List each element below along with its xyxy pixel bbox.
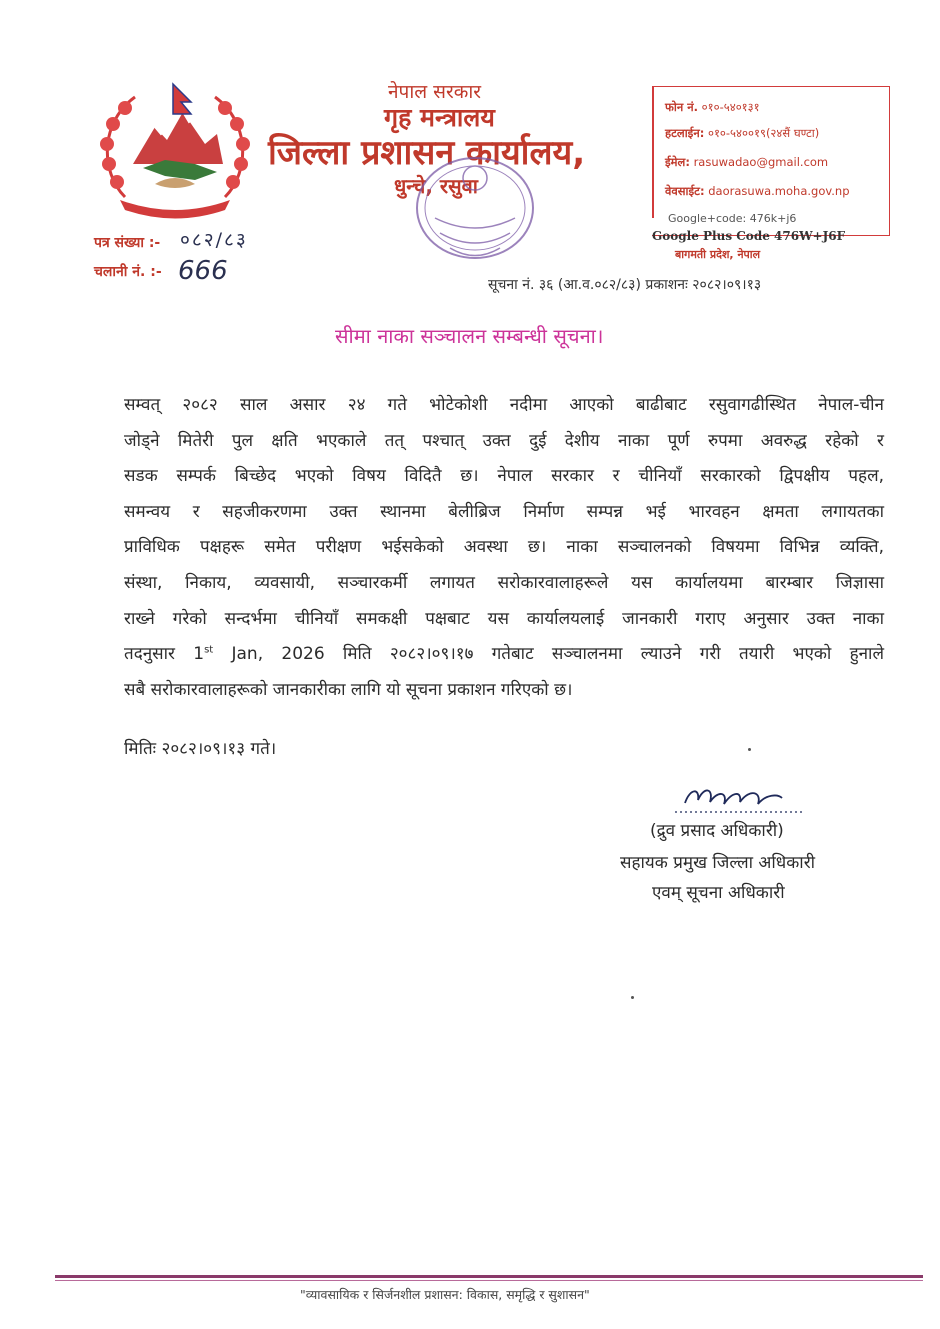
letter-number-value: ०८२/८३ (180, 229, 248, 251)
website-label: वेवसाईट: (665, 184, 705, 198)
scan-speck (748, 748, 751, 751)
province-name: बागमती प्रदेश, नेपाल (675, 248, 761, 261)
contact-box-border (652, 86, 654, 218)
body-line-part: तदनुसार 1 (124, 644, 205, 665)
government-name: नेपाल सरकार (388, 81, 482, 103)
body-line-part: Jan, 2026 मिति २०८२।०९।१७ गतेबाट सञ्चालनमा ल्याउने गरी तयारी भएको हुनाले (213, 644, 884, 665)
footer-rule-thin (55, 1280, 923, 1281)
hotline-label: हटलाईन: (665, 126, 705, 140)
office-location: धुन्चे, रसुवा (394, 174, 478, 198)
email-label: ईमेल: (665, 155, 690, 169)
letter-number-label: पत्र संख्या :- (94, 235, 161, 251)
body-line: प्राविधिक पक्षहरू समेत परीक्षण भईसकेको अवस्था छ। नाका सञ्चालनको विषयमा विभिन्न व्यक्ति, (124, 537, 884, 558)
nepal-emblem-icon (95, 72, 255, 222)
office-name: जिल्ला प्रशासन कार्यालय, (268, 133, 586, 173)
body-line: सम्वत् २०८२ साल असार २४ गते भोटेकोशी नदीमा आएको बाढीबाट रसुवागढीस्थित नेपाल-चीन (124, 395, 884, 415)
signatory-name: (द्रुव प्रसाद अधिकारी) (650, 821, 784, 841)
dispatch-number-value: 666 (178, 256, 228, 286)
body-line: संस्था, निकाय, व्यवसायी, सञ्चारकर्मी लगायत सरोकारवालाहरूले यस कार्यालयमा बारम्बार जिज्ञासा (124, 572, 884, 593)
signatory-title: सहायक प्रमुख जिल्ला अधिकारी (620, 853, 816, 873)
ministry-name: गृह मन्त्रालय (384, 103, 495, 132)
phone-label: फोन नं. (665, 100, 698, 114)
signature-icon (670, 778, 810, 818)
body-line (124, 637, 884, 673)
email-value[interactable]: rasuwadao@gmail.com (693, 155, 829, 169)
contact-website (665, 184, 850, 199)
notice-number: सूचना नं. ३६ (आ.व.०८२/८३) प्रकाशनः २०८२।०९।१३ (488, 277, 762, 293)
contact-email (665, 155, 828, 170)
scan-speck (631, 996, 634, 999)
dispatch-number-label: चलानी नं. :- (94, 264, 162, 280)
hotline-value: ०१०-५४००१९(२४सैं घण्टा) (707, 126, 820, 140)
body-line: सडक सम्पर्क बिच्छेद भएको विषय विदितै छ। नेपाल सरकार र चीनियाँ सरकारको द्विपक्षीय पहल, (124, 466, 884, 487)
website-value[interactable]: daorasuwa.moha.gov.np (708, 184, 850, 198)
google-code: Google+code: 476k+j6 (668, 212, 797, 225)
contact-phone (665, 100, 760, 115)
google-plus-code: Google Plus Code 476W+J6F (652, 229, 846, 243)
notice-body (124, 388, 884, 708)
body-line: राख्ने गरेको सन्दर्भमा चीनियाँ समकक्षी पक्षबाट यस कार्यालयलाई जानकारी गराए अनुसार उक्त नाका (124, 608, 884, 629)
signatory-subtitle: एवम् सूचना अधिकारी (652, 883, 785, 903)
footer-motto: "व्यावसायिक र सिर्जनशील प्रशासन: विकास, समृद्धि र सुशासन" (300, 1287, 590, 1302)
office-stamp-icon (405, 148, 545, 278)
notice-subject: सीमा नाका सञ्चालन सम्बन्धी सूचना। (335, 324, 604, 348)
body-line: समन्वय र सहजीकरणमा उक्त स्थानमा बेलीब्रिज निर्माण सम्पन्न भई भारवहन क्षमता लगायतका (124, 501, 884, 522)
contact-hotline (665, 126, 819, 141)
notice-date: मितिः २०८२।०९।१३ गते। (124, 739, 277, 759)
body-line: जोड्ने मितेरी पुल क्षति भएकाले तत् पश्चात् उक्त दुई देशीय नाका पूर्ण रुपमा अवरुद्ध रहेको र (124, 430, 884, 451)
body-line: सबै सरोकारवालाहरूको जानकारीका लागि यो सूचना प्रकाशन गरिएको छ। (124, 679, 573, 700)
phone-value: ०१०-५४०१३१ (701, 100, 760, 114)
footer-rule (55, 1275, 923, 1278)
ordinal-suffix: st (204, 644, 214, 656)
